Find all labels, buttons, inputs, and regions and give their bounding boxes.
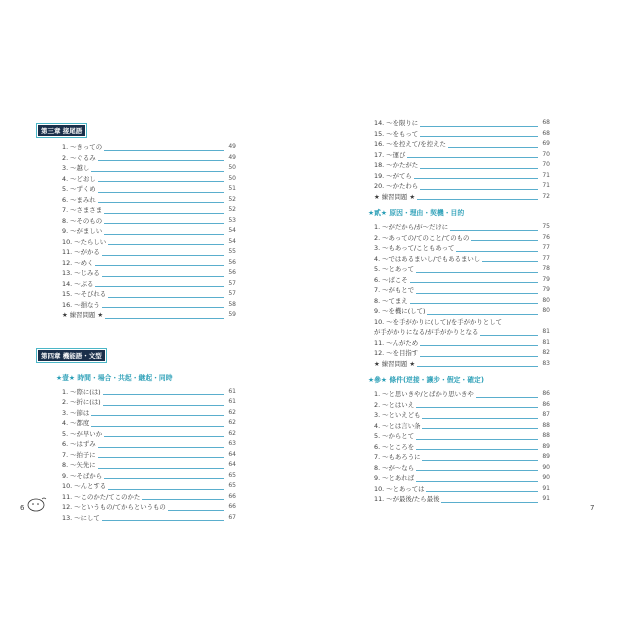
section-3-heading: ★參★ 條件(逆接・讓步・假定・確定) bbox=[368, 376, 484, 384]
toc-entry-title: 18. 〜かたがた bbox=[374, 161, 419, 169]
mascot-icon bbox=[26, 494, 48, 512]
toc-entry-page: 62 bbox=[228, 408, 236, 419]
chapter-3-heading: 第三章 接尾語 bbox=[36, 123, 87, 138]
toc-entry-title: 6. 〜はずみ bbox=[62, 440, 96, 448]
toc-entry-title: 13. 〜にして bbox=[62, 513, 100, 522]
toc-entry bbox=[36, 397, 236, 408]
toc-entry-page: 56 bbox=[228, 258, 236, 269]
toc-entry-title: 7. 〜がもとで bbox=[374, 286, 415, 294]
toc-entry bbox=[36, 429, 236, 440]
toc-entry-page: 68 bbox=[542, 118, 550, 129]
toc-entry-title: ★ 練習問題 ★ bbox=[374, 359, 416, 368]
toc-entry bbox=[368, 452, 550, 463]
toc-entry bbox=[36, 163, 236, 174]
section-2-list bbox=[368, 222, 550, 369]
toc-entry bbox=[36, 418, 236, 429]
toc-entry-page: 69 bbox=[542, 139, 550, 150]
toc-entry bbox=[36, 439, 236, 450]
toc-entry-title: 3. 〜節は bbox=[62, 408, 90, 417]
toc-entry bbox=[36, 460, 236, 471]
toc-entry-page: 49 bbox=[228, 153, 236, 164]
toc-entry bbox=[368, 233, 550, 244]
toc-entry-title: 14. 〜を限りに bbox=[374, 119, 419, 127]
toc-entry-page: 86 bbox=[542, 389, 550, 400]
toc-entry-page: 62 bbox=[228, 429, 236, 440]
toc-entry bbox=[36, 492, 236, 503]
toc-entry-title: 15. 〜をもって bbox=[374, 129, 419, 138]
toc-entry-page: 55 bbox=[228, 247, 236, 258]
toc-entry bbox=[368, 192, 550, 203]
toc-entry-title: 10. 〜とあっては bbox=[374, 484, 425, 493]
toc-entry bbox=[368, 254, 550, 265]
toc-entry-page: 72 bbox=[542, 192, 550, 203]
toc-entry-title: 16. 〜損なう bbox=[62, 300, 100, 309]
toc-entry-page: 81 bbox=[542, 338, 550, 349]
toc-entry-page: 53 bbox=[228, 216, 236, 227]
toc-entry-page: 88 bbox=[542, 421, 550, 432]
toc-entry bbox=[36, 205, 236, 216]
toc-entry-title: 3. 〜もあって/こともあって bbox=[374, 244, 455, 252]
toc-entry-page: 81 bbox=[542, 327, 550, 338]
toc-entry bbox=[368, 348, 550, 359]
toc-entry bbox=[368, 327, 550, 338]
toc-entry-page: 89 bbox=[542, 442, 550, 453]
toc-entry-title: 13. 〜じみる bbox=[62, 269, 100, 277]
toc-entry-title: 7. 〜もあろうに bbox=[374, 453, 421, 461]
toc-entry-page: 70 bbox=[542, 150, 550, 161]
toc-entry-title: 9. 〜を機に(して) bbox=[374, 307, 426, 315]
toc-entry bbox=[368, 431, 550, 442]
toc-entry-title: 1. 〜と思いきや/とばかり思いきや bbox=[374, 390, 474, 398]
toc-entry-page: 90 bbox=[542, 473, 550, 484]
toc-entry bbox=[36, 247, 236, 258]
section-1-continued-list bbox=[368, 118, 550, 202]
toc-entry-title: が手がかりになる/が手がかりとなる bbox=[374, 328, 479, 336]
toc-entry-title: 8. 〜てまえ bbox=[374, 296, 408, 305]
toc-entry-title: 4. 〜都度 bbox=[62, 419, 90, 427]
toc-entry-page: 90 bbox=[542, 463, 550, 474]
toc-entry-title: 6. 〜ところを bbox=[374, 442, 415, 451]
toc-entry bbox=[368, 171, 550, 182]
toc-entry-title: 12. 〜めく bbox=[62, 258, 94, 267]
toc-entry bbox=[36, 226, 236, 237]
toc-entry-page: 51 bbox=[228, 184, 236, 195]
toc-entry-title: 17. 〜運び bbox=[374, 150, 406, 159]
toc-entry-title: 8. 〜そのもの bbox=[62, 216, 103, 225]
toc-entry bbox=[368, 139, 550, 150]
toc-entry bbox=[36, 174, 236, 185]
toc-entry-title: 20. 〜かたわら bbox=[374, 182, 419, 190]
toc-entry-title: 11. 〜このかた/てこのかた bbox=[62, 492, 141, 501]
toc-entry-page: 67 bbox=[228, 513, 236, 524]
toc-entry-page: 79 bbox=[542, 275, 550, 286]
toc-entry bbox=[368, 400, 550, 411]
toc-entry-page: 65 bbox=[228, 471, 236, 482]
toc-entry-title: 6. 〜ばこそ bbox=[374, 275, 408, 284]
section-1-heading: ★壹★ 時間・場合・共起・継起・同時 bbox=[56, 373, 173, 382]
toc-entry bbox=[368, 285, 550, 296]
toc-entry bbox=[368, 484, 550, 495]
toc-entry bbox=[36, 387, 236, 398]
toc-entry-title: 5. 〜が早いか bbox=[62, 429, 103, 438]
toc-entry bbox=[368, 463, 550, 474]
toc-entry-page: 91 bbox=[542, 484, 550, 495]
toc-entry-page: 64 bbox=[228, 450, 236, 461]
page-number-left: 6 bbox=[20, 504, 25, 512]
toc-entry bbox=[368, 243, 550, 254]
toc-entry bbox=[36, 258, 236, 269]
toc-entry-title: 14. 〜ぶる bbox=[62, 279, 94, 288]
toc-entry-page: 61 bbox=[228, 387, 236, 398]
toc-entry-page: 77 bbox=[542, 254, 550, 265]
toc-entry-title: 2. 〜とはいえ bbox=[374, 400, 415, 409]
toc-entry bbox=[36, 184, 236, 195]
toc-entry bbox=[36, 268, 236, 279]
toc-entry-page: 49 bbox=[228, 142, 236, 153]
toc-entry bbox=[36, 142, 236, 153]
toc-entry-page: 61 bbox=[228, 397, 236, 408]
toc-entry-title: 12. 〜というもの/てからというもの bbox=[62, 503, 166, 511]
toc-entry-page: 88 bbox=[542, 431, 550, 442]
toc-entry-title: 8. 〜が〜なら bbox=[374, 463, 415, 472]
toc-entry bbox=[36, 289, 236, 300]
toc-entry bbox=[368, 389, 550, 400]
toc-entry-page: 57 bbox=[228, 279, 236, 290]
toc-entry-title: 11. 〜が最後/たら最後 bbox=[374, 495, 440, 503]
toc-entry-page: 59 bbox=[228, 310, 236, 321]
toc-entry bbox=[36, 216, 236, 227]
toc-entry-page: 66 bbox=[228, 492, 236, 503]
toc-entry bbox=[36, 237, 236, 248]
toc-entry-title: 19. 〜がてら bbox=[374, 171, 412, 180]
toc-entry-title: 6. 〜まみれ bbox=[62, 195, 96, 204]
toc-entry-page: 83 bbox=[542, 359, 550, 370]
toc-entry-page: 79 bbox=[542, 285, 550, 296]
toc-entry bbox=[368, 264, 550, 275]
toc-entry-title: 5. 〜からとて bbox=[374, 432, 415, 440]
toc-entry-title: 3. 〜といえども bbox=[374, 411, 421, 419]
toc-entry-page: 80 bbox=[542, 306, 550, 317]
toc-entry-title: 4. 〜どおし bbox=[62, 174, 96, 183]
toc-entry-title: 2. 〜ぐるみ bbox=[62, 153, 96, 162]
toc-entry-title: 2. 〜あっての/てのこと/てのもの bbox=[374, 233, 470, 242]
toc-entry-page: 80 bbox=[542, 296, 550, 307]
toc-entry-page: 62 bbox=[228, 418, 236, 429]
toc-entry-page: 77 bbox=[542, 243, 550, 254]
chapter-3-list bbox=[36, 142, 236, 321]
toc-entry bbox=[368, 494, 550, 505]
toc-entry-title: 9. 〜そばから bbox=[62, 471, 103, 480]
toc-entry-title: 15. 〜そびれる bbox=[62, 290, 107, 298]
toc-entry-page: 64 bbox=[228, 460, 236, 471]
toc-entry bbox=[368, 129, 550, 140]
toc-entry-page: 70 bbox=[542, 160, 550, 171]
toc-entry bbox=[368, 222, 550, 233]
toc-entry-page: 52 bbox=[228, 205, 236, 216]
toc-entry bbox=[36, 300, 236, 311]
toc-entry-title: 11. 〜がかる bbox=[62, 248, 100, 256]
toc-entry-page: 82 bbox=[542, 348, 550, 359]
toc-entry-title: 5. 〜とあって bbox=[374, 265, 415, 273]
section-2-heading: ★貳★ 原因・理由・契機・目的 bbox=[368, 209, 465, 217]
toc-entry bbox=[36, 471, 236, 482]
toc-entry-page: 65 bbox=[228, 481, 236, 492]
toc-entry bbox=[36, 502, 236, 513]
toc-entry-title: 10. 〜を手がかりに(して)/を手がかりとして bbox=[374, 317, 502, 326]
toc-entry bbox=[368, 473, 550, 484]
toc-entry-title: 9. 〜がましい bbox=[62, 227, 103, 235]
toc-entry bbox=[36, 310, 236, 321]
toc-entry bbox=[368, 421, 550, 432]
toc-entry bbox=[368, 181, 550, 192]
toc-entry-title: ★ 練習問題 ★ bbox=[374, 192, 416, 201]
toc-entry bbox=[368, 306, 550, 317]
chapter-4-list bbox=[36, 387, 236, 524]
toc-entry-page: 68 bbox=[542, 129, 550, 140]
toc-entry-title: 5. 〜ずくめ bbox=[62, 185, 96, 193]
toc-entry bbox=[36, 195, 236, 206]
toc-entry-title: 11. 〜んがため bbox=[374, 338, 419, 347]
toc-entry-page: 54 bbox=[228, 226, 236, 237]
toc-entry-title: ★ 練習問題 ★ bbox=[62, 311, 104, 319]
toc-entry bbox=[368, 160, 550, 171]
toc-entry-title: 2. 〜折に(は) bbox=[62, 398, 101, 406]
toc-entry-title: 10. 〜んとする bbox=[62, 482, 107, 490]
toc-entry bbox=[368, 296, 550, 307]
toc-entry-title: 1. 〜がだから/が〜だけに bbox=[374, 223, 449, 231]
toc-entry-page: 87 bbox=[542, 410, 550, 421]
toc-entry-title: 3. 〜越し bbox=[62, 164, 90, 172]
toc-entry-title: 8. 〜矢先に bbox=[62, 461, 96, 469]
toc-entry bbox=[36, 481, 236, 492]
toc-entry bbox=[36, 153, 236, 164]
page-number-right: 7 bbox=[590, 504, 595, 512]
toc-entry bbox=[36, 450, 236, 461]
toc-entry-page: 86 bbox=[542, 400, 550, 411]
toc-entry bbox=[36, 408, 236, 419]
toc-entry bbox=[368, 338, 550, 349]
toc-entry-page: 58 bbox=[228, 300, 236, 311]
toc-entry-title: 10. 〜たらしい bbox=[62, 237, 107, 246]
toc-entry bbox=[36, 279, 236, 290]
toc-entry bbox=[368, 442, 550, 453]
toc-entry-page: 71 bbox=[542, 171, 550, 182]
toc-entry-page: 66 bbox=[228, 502, 236, 513]
toc-entry-page: 78 bbox=[542, 264, 550, 275]
toc-entry bbox=[368, 150, 550, 161]
toc-entry-page: 57 bbox=[228, 289, 236, 300]
toc-entry-title: 9. 〜とあれば bbox=[374, 474, 415, 482]
toc-entry bbox=[368, 118, 550, 129]
toc-entry-page: 76 bbox=[542, 233, 550, 244]
toc-entry-title: 4. 〜ではあるまいし/でもあるまいし bbox=[374, 254, 481, 263]
toc-entry bbox=[368, 317, 550, 328]
left-column bbox=[36, 118, 236, 523]
toc-entry-page: 75 bbox=[542, 222, 550, 233]
toc-entry-title: 1. 〜際に(は) bbox=[62, 387, 101, 396]
toc-entry-title: 4. 〜とは言い条 bbox=[374, 421, 421, 430]
toc-entry-page: 50 bbox=[228, 163, 236, 174]
toc-entry-title: 7. 〜拍子に bbox=[62, 450, 96, 459]
toc-entry-title: 1. 〜きっての bbox=[62, 143, 103, 151]
section-3-list bbox=[368, 389, 550, 505]
toc-entry-page: 54 bbox=[228, 237, 236, 248]
toc-entry-page: 50 bbox=[228, 174, 236, 185]
toc-entry-title: 16. 〜を控えて/を控えた bbox=[374, 140, 446, 148]
toc-entry-page: 56 bbox=[228, 268, 236, 279]
right-column bbox=[368, 118, 550, 505]
toc-entry-page: 71 bbox=[542, 181, 550, 192]
toc-entry bbox=[368, 359, 550, 370]
toc-entry-page: 91 bbox=[542, 494, 550, 505]
toc-entry-page: 89 bbox=[542, 452, 550, 463]
toc-entry bbox=[368, 410, 550, 421]
toc-entry bbox=[368, 275, 550, 286]
toc-entry bbox=[36, 513, 236, 524]
toc-entry-title: 12. 〜を目指す bbox=[374, 349, 419, 357]
toc-entry-page: 63 bbox=[228, 439, 236, 450]
toc-entry-title: 7. 〜さまさま bbox=[62, 206, 103, 214]
toc-entry-page: 52 bbox=[228, 195, 236, 206]
chapter-4-heading: 第四章 機能語・文型 bbox=[36, 348, 107, 363]
